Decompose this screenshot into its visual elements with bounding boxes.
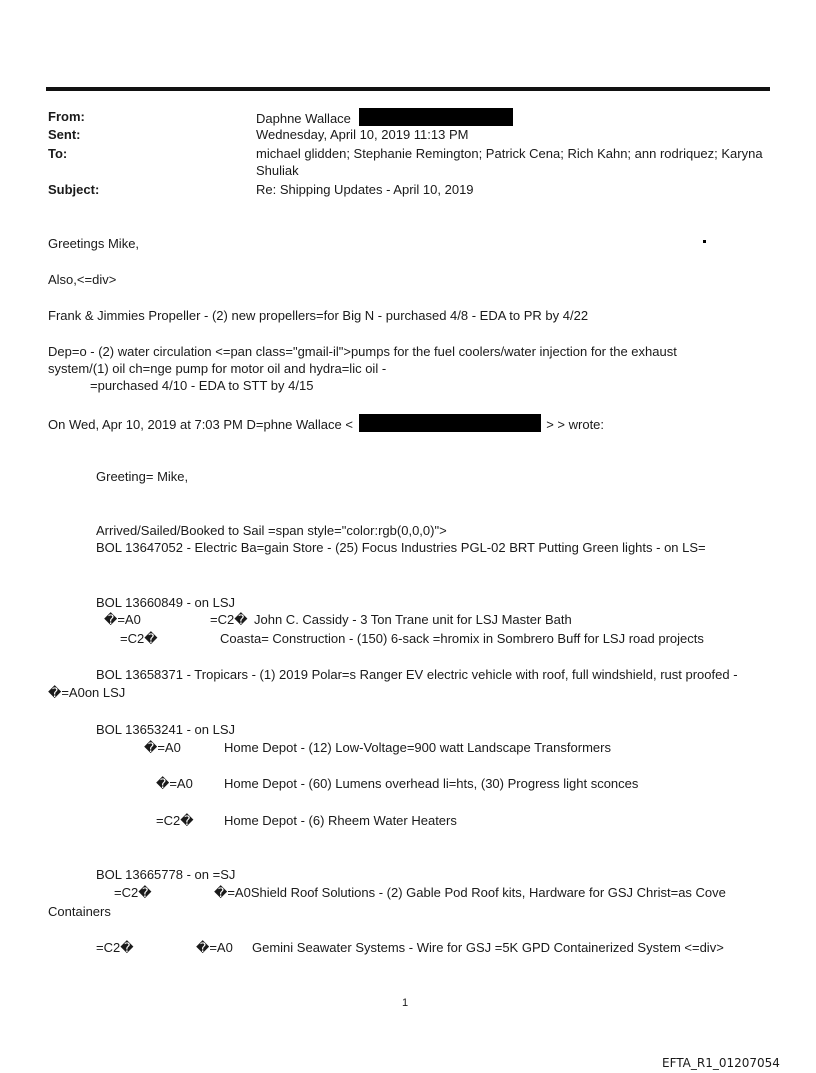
bol3-line1: BOL 13658371 - Tropicars - (1) 2019 Polar=s Ranger EV electric vehicle with roof, full windshield, rust proofed - [96, 667, 738, 682]
from-label: From: [48, 109, 85, 124]
bol4-line: BOL 13653241 - on LSJ [96, 722, 236, 737]
redaction-box [359, 108, 513, 126]
bol5-b-code: =C2� [96, 940, 134, 955]
bol4-a-text: Home Depot - (12) Low-Voltage=900 watt Landscape Transformers [224, 740, 611, 755]
bol2-a-code2: =C2� [210, 612, 248, 627]
arrived-line: Arrived/Sailed/Booked to Sail =span style="color:rgb(0,0,0)"> [96, 523, 447, 538]
bol3-line2: �=A0on LSJ [48, 685, 126, 700]
bol2-a-code: �=A0 [104, 612, 141, 627]
bol4-a-code: �=A0 [144, 740, 181, 755]
quote-intro-post: > > wrote: [546, 417, 605, 432]
bol4-c-text: Home Depot - (6) Rheem Water Heaters [224, 813, 457, 828]
bol2-b-text: Coasta= Construction - (150) 6-sack =hromix in Sombrero Buff for LSJ road projects [220, 631, 704, 646]
bol5-line: BOL 13665778 - on =SJ [96, 867, 236, 882]
bol4-b-text: Home Depot - (60) Lumens overhead li=hts, (30) Progress light sconces [224, 776, 639, 791]
to-value-line2: Shuliak [256, 163, 299, 178]
redaction-box [359, 414, 541, 432]
from-value: Daphne Wallace [256, 111, 351, 126]
sent-label: Sent: [48, 127, 81, 142]
to-label: To: [48, 146, 68, 161]
page-number: 1 [402, 997, 409, 1009]
quoted-greeting: Greeting= Mike, [96, 469, 189, 484]
bol5-a-cont: Containers [48, 904, 111, 919]
sent-value: Wednesday, April 10, 2019 11:13 PM [256, 127, 469, 142]
dep-line2: system/(1) oil ch=nge pump for motor oil and hydra=lic oil - [48, 361, 387, 376]
also-line: Also,<=div> [48, 272, 117, 287]
document-id: EFTA_R1_01207054 [662, 1056, 780, 1070]
dep-line1: Dep=o - (2) water circulation <=pan class="gmail-il">pumps for the fuel coolers/water injection for the exhaust [48, 344, 677, 359]
bol4-c-code: =C2� [156, 813, 194, 828]
frank-line: Frank & Jimmies Propeller - (2) new propellers=for Big N - purchased 4/8 - EDA to PR by 4/22 [48, 308, 589, 323]
bol5-a-code: =C2� [114, 885, 152, 900]
dep-line3: =purchased 4/10 - EDA to STT by 4/15 [90, 378, 314, 393]
bol5-b-text: Gemini Seawater Systems - Wire for GSJ =5K GPD Containerized System <=div> [252, 940, 724, 955]
quote-intro [48, 414, 604, 433]
stray-dot [703, 240, 706, 243]
subject-label: Subject: [48, 182, 100, 197]
bol5-a-text: �=A0Shield Roof Solutions - (2) Gable Pod Roof kits, Hardware for GSJ Christ=as Cove [214, 885, 726, 900]
quote-intro-pre: On Wed, Apr 10, 2019 at 7:03 PM D=phne Wallace < [48, 417, 353, 432]
bol2-b-code: =C2� [120, 631, 158, 646]
subject-value: Re: Shipping Updates - April 10, 2019 [256, 182, 474, 197]
bol4-b-code: �=A0 [156, 776, 193, 791]
to-value-line1: michael glidden; Stephanie Remington; Patrick Cena; Rich Kahn; ann rodriquez; Karyna [256, 146, 763, 161]
bol5-b-code2: �=A0 [196, 940, 233, 955]
bol2-a-text: John C. Cassidy - 3 Ton Trane unit for LSJ Master Bath [254, 612, 572, 627]
header-rule [46, 87, 770, 91]
bol2-line: BOL 13660849 - on LSJ [96, 595, 236, 610]
bol1-line: BOL 13647052 - Electric Ba=gain Store - (25) Focus Industries PGL-02 BRT Putting Green lights - on LS= [96, 540, 706, 555]
greeting: Greetings Mike, [48, 236, 140, 251]
